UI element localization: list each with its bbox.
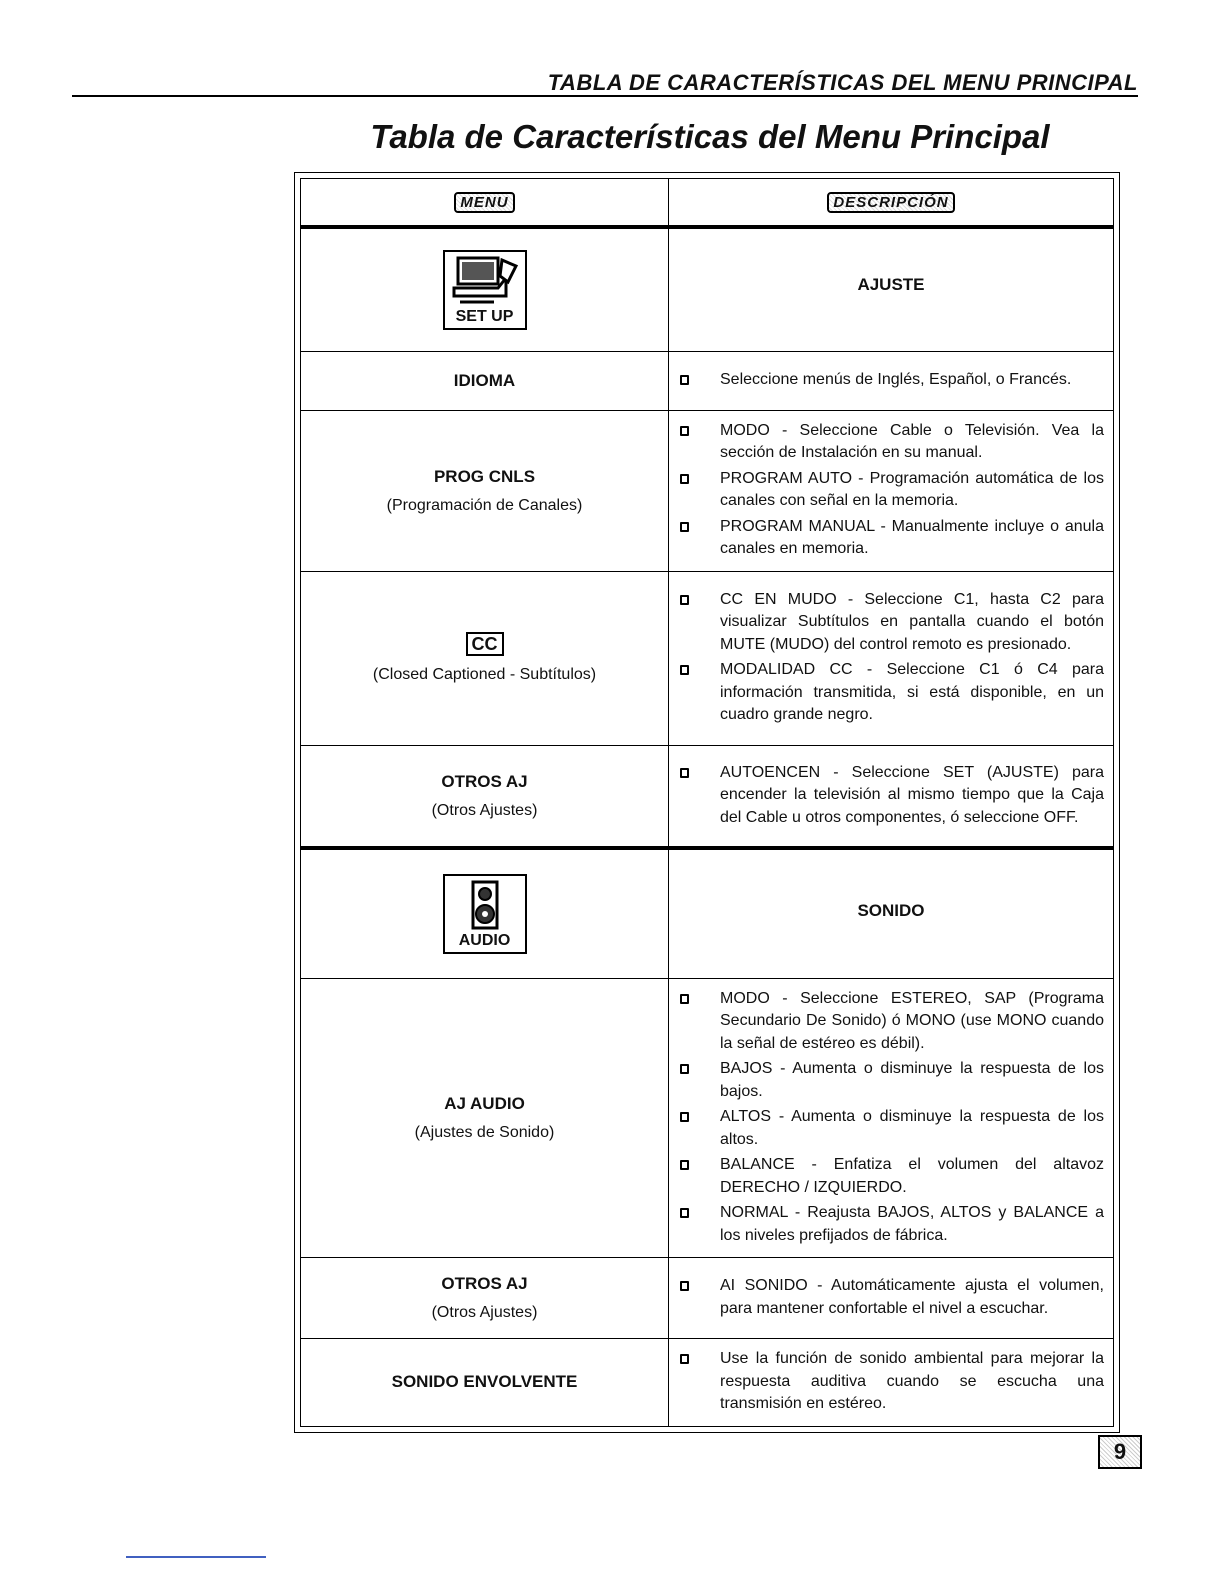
list-item: Use la función de sonido ambiental para mejorar la respuesta auditiva cuando se escucha una transmisión en estéreo. [680, 1348, 1104, 1416]
menu-sublabel: (Closed Captioned - Subtítulos) [372, 666, 597, 683]
checkbox-bullet-icon [680, 1112, 689, 1122]
features-table [294, 172, 1120, 1433]
table-header-row [301, 179, 1114, 228]
audio-section-cell [669, 848, 1114, 978]
tv-setup-icon [450, 252, 520, 308]
menu-cell [301, 351, 669, 410]
checkbox-bullet-icon [680, 522, 689, 532]
list-item: ALTOS - Aumenta o disminuye la respuesta de los altos. [680, 1106, 1104, 1151]
page-title: Tabla de Características del Menu Principal [370, 118, 1050, 155]
audio-section-title: SONIDO [857, 900, 925, 920]
table-row [301, 1339, 1114, 1427]
list-item: BALANCE - Enfatiza el volumen del altavoz DERECHO / IZQUIERDO. [680, 1154, 1104, 1199]
description-cell [669, 1258, 1114, 1339]
menu-label: IDIOMA [453, 370, 516, 390]
cc-icon: CC [466, 632, 504, 656]
description-cell [669, 351, 1114, 410]
description-cell [669, 745, 1114, 848]
list-item: MODO - Seleccione Cable o Televisión. Vea la sección de Instalación en su manual. [680, 420, 1104, 465]
menu-cell [301, 571, 669, 745]
table-row [301, 410, 1114, 571]
setup-icon-cell [301, 227, 669, 351]
header-menu-cell [301, 179, 669, 228]
description-cell [669, 1339, 1114, 1427]
description-cell [669, 410, 1114, 571]
header-description-cell [669, 179, 1114, 228]
menu-label: OTROS AJ [441, 1274, 528, 1293]
list-item: NORMAL - Reajusta BAJOS, ALTOS y BALANCE a los niveles prefijados de fábrica. [680, 1202, 1104, 1247]
speaker-icon [465, 876, 505, 932]
menu-cell [301, 1339, 669, 1427]
checkbox-bullet-icon [680, 1354, 689, 1364]
setup-section-row [301, 227, 1114, 351]
checkbox-bullet-icon [680, 665, 689, 675]
menu-cell [301, 745, 669, 848]
menu-sublabel: (Ajustes de Sonido) [414, 1123, 555, 1141]
table-row [301, 351, 1114, 410]
checkbox-bullet-icon [680, 768, 689, 778]
checkbox-bullet-icon [680, 426, 689, 436]
description-cell [669, 571, 1114, 745]
setup-section-title: AJUSTE [857, 274, 925, 294]
list-item: MODALIDAD CC - Seleccione C1 ó C4 para información transmitida, si está disponible, en un cuadro grande negro. [680, 659, 1104, 727]
menu-sublabel: (Programación de Canales) [386, 496, 583, 514]
description-cell [669, 978, 1114, 1258]
checkbox-bullet-icon [680, 1160, 689, 1170]
checkbox-bullet-icon [680, 595, 689, 605]
menu-label: AJ AUDIO [444, 1093, 525, 1113]
checkbox-bullet-icon [680, 1064, 689, 1074]
menu-label: PROG CNLS [433, 466, 536, 486]
checkbox-bullet-icon [680, 994, 689, 1004]
list-item: PROGRAM MANUAL - Manualmente incluye o anula canales en memoria. [680, 516, 1104, 561]
list-item: AUTOENCEN - Seleccione SET (AJUSTE) para encender la televisión al mismo tiempo que la Caja del Cable u otros componentes, ó seleccione OFF. [680, 762, 1104, 830]
header-menu-label: MENU [454, 192, 514, 213]
menu-sublabel: (Otros Ajustes) [431, 1304, 538, 1321]
table-row [301, 1258, 1114, 1339]
list-item: Seleccione menús de Inglés, Español, o Francés. [680, 369, 1104, 392]
audio-icon [443, 874, 527, 954]
checkbox-bullet-icon [680, 375, 689, 385]
table-row [301, 978, 1114, 1258]
list-item: CC EN MUDO - Seleccione C1, hasta C2 para visualizar Subtítulos en pantalla cuando el botón MUTE (MUDO) del control remoto es presionado. [680, 589, 1104, 657]
table-row [301, 745, 1114, 848]
page-number: 9 [1098, 1435, 1142, 1469]
menu-sublabel: (Otros Ajustes) [431, 801, 538, 819]
list-item: AI SONIDO - Automáticamente ajusta el volumen, para mantener confortable el nivel a escuchar. [680, 1275, 1104, 1320]
setup-icon-label: SET UP [455, 307, 514, 325]
checkbox-bullet-icon [680, 474, 689, 484]
menu-label: SONIDO ENVOLVENTE [391, 1372, 578, 1392]
setup-section-cell [669, 227, 1114, 351]
list-item: MODO - Seleccione ESTEREO, SAP (Programa Secundario De Sonido) ó MONO (use MONO cuando la señal de estéreo es débil). [680, 988, 1104, 1056]
running-header: TABLA DE CARACTERÍSTICAS DEL MENU PRINCIPAL [547, 70, 1138, 95]
list-item: PROGRAM AUTO - Programación automática de los canales con señal en la memoria. [680, 468, 1104, 513]
audio-icon-label: AUDIO [458, 931, 511, 949]
checkbox-bullet-icon [680, 1281, 689, 1291]
footer-rule [126, 1556, 266, 1558]
audio-icon-cell [301, 848, 669, 978]
menu-label: OTROS AJ [441, 771, 528, 791]
menu-cell [301, 410, 669, 571]
list-item: BAJOS - Aumenta o disminuye la respuesta de los bajos. [680, 1058, 1104, 1103]
header-description-label: DESCRIPCIÓN [827, 192, 954, 213]
table-row [301, 571, 1114, 745]
header-rule [72, 95, 1138, 97]
setup-icon [443, 250, 527, 330]
menu-cell [301, 1258, 669, 1339]
checkbox-bullet-icon [680, 1208, 689, 1218]
audio-section-row [301, 848, 1114, 978]
menu-cell [301, 978, 669, 1258]
